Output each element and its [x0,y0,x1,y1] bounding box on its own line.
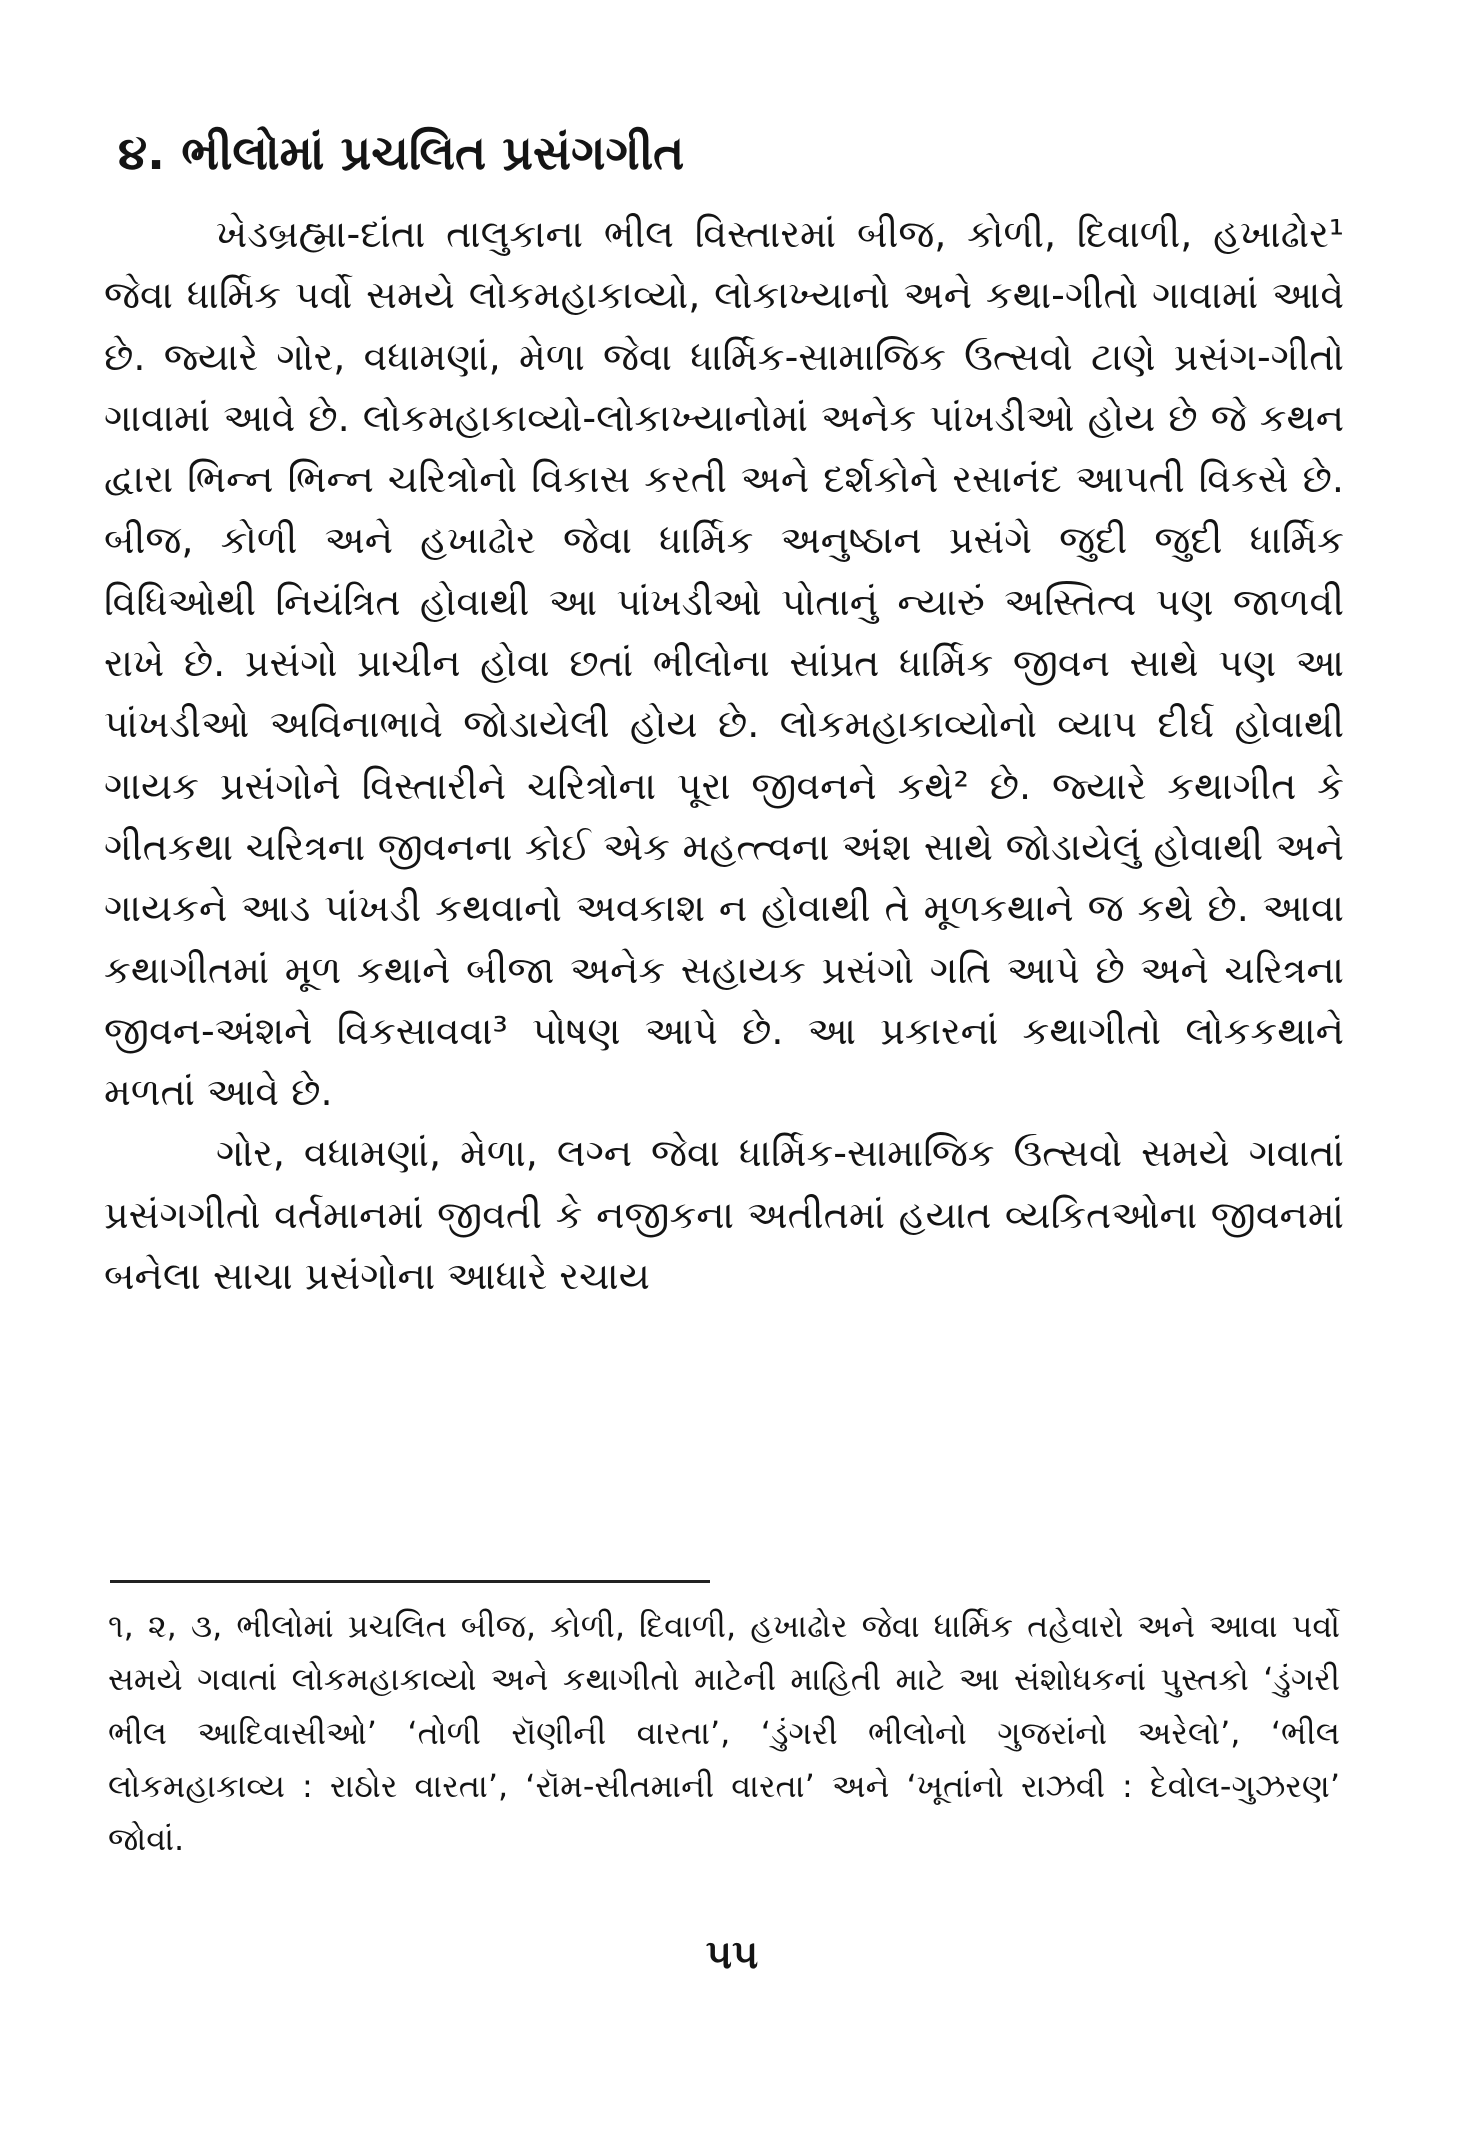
footnote [108,1600,1340,1866]
body-text [104,204,1344,1307]
footnote-divider [110,1580,710,1583]
footnote-text: ૧, ૨, ૩, ભીલોમાં પ્રચલિત બીજ, કોળી, દિવાળી, હખાઢોર જેવા ધાર્મિક તહેવારો અને આવા પર્વો સમયે ગવાતાં લોકમહાકાવ્યો અને કથાગીતો માટેની માહિતી માટે આ સંશોધકનાં પુસ્તકો ‘ડુંગરી ભીલ આદિવાસીઓ’ ‘તોળી રૉણીની વારતા’, ‘ડુંગરી ભીલોનો ગુજરાંનો અરેલો’, ‘ભીલ લોકમહાકાવ્ય : રાઠોર વારતા’, ‘રૉમ-સીતમાની વારતા’ અને ‘ખૂતાંનો રાઝવી : દેવોલ-ગુઝરણ’ જોવાં. [108,1607,1341,1859]
paragraph-2: ગોર, વધામણાં, મેળા, લગ્ન જેવા ધાર્મિક-સામાજિક ઉત્સવો સમયે ગવાતાં પ્રસંગગીતો વર્તમાનમાં જીવતી કે નજીકના અતીતમાં હયાત વ્યકિતઓના જીવનમાં બનેલા સાચા પ્રસંગોના આધારે રચાય [104,1131,1344,1299]
paragraph-1: ખેડબ્રહ્મા-દાંતા તાલુકાના ભીલ વિસ્તારમાં બીજ, કોળી, દિવાળી, હખાઢોર¹ જેવા ધાર્મિક પર્વો સમયે લોકમહાકાવ્યો, લોકાખ્યાનો અને કથા-ગીતો ગાવામાં આવે છે. જ્યારે ગોર, વધામણાં, મેળા જેવા ધાર્મિક-સામાજિક ઉત્સવો ટાણે પ્રસંગ-ગીતો ગાવામાં આવે છે. લોકમહાકાવ્યો-લોકાખ્યાનોમાં અનેક પાંખડીઓ હોય છે જે કથન દ્વારા ભિન્ન ભિન્ન ચરિત્રોનો વિકાસ કરતી અને દર્શકોને રસાનંદ આપતી વિકસે છે. બીજ, કોળી અને હખાઢોર જેવા ધાર્મિક અનુષ્ઠાન પ્રસંગે જુદી જુદી ધાર્મિક વિધિઓથી નિયંત્રિત હોવાથી આ પાંખડીઓ પોતાનું ન્યારું અસ્તિત્વ પણ જાળવી રાખે છે. પ્રસંગો પ્રાચીન હોવા છતાં ભીલોના સાંપ્રત ધાર્મિક જીવન સાથે પણ આ પાંખડીઓ અવિનાભાવે જોડાયેલી હોય છે. લોકમહાકાવ્યોનો વ્યાપ દીર્ઘ હોવાથી ગાયક પ્રસંગોને વિસ્તારીને ચરિત્રોના પૂરા જીવનને કથે² છે. જ્યારે કથાગીત કે ગીતકથા ચરિત્રના જીવનના કોઈ એક મહત્ત્વના અંશ સાથે જોડાયેલું હોવાથી અને ગાયકને આડ પાંખડી કથવાનો અવકાશ ન હોવાથી તે મૂળકથાને જ કથે છે. આવા કથાગીતમાં મૂળ કથાને બીજા અનેક સહાયક પ્રસંગો ગતિ આપે છે અને ચરિત્રના જીવન-અંશને વિકસાવવા³ પોષણ આપે છે. આ પ્રકારનાં કથાગીતો લોકકથાને મળતાં આવે છે. [104,212,1344,1115]
section-heading: ૪. ભીલોમાં પ્રચલિત પ્રસંગગીત [118,126,685,181]
page-number: ૫૫ [705,1932,759,1978]
